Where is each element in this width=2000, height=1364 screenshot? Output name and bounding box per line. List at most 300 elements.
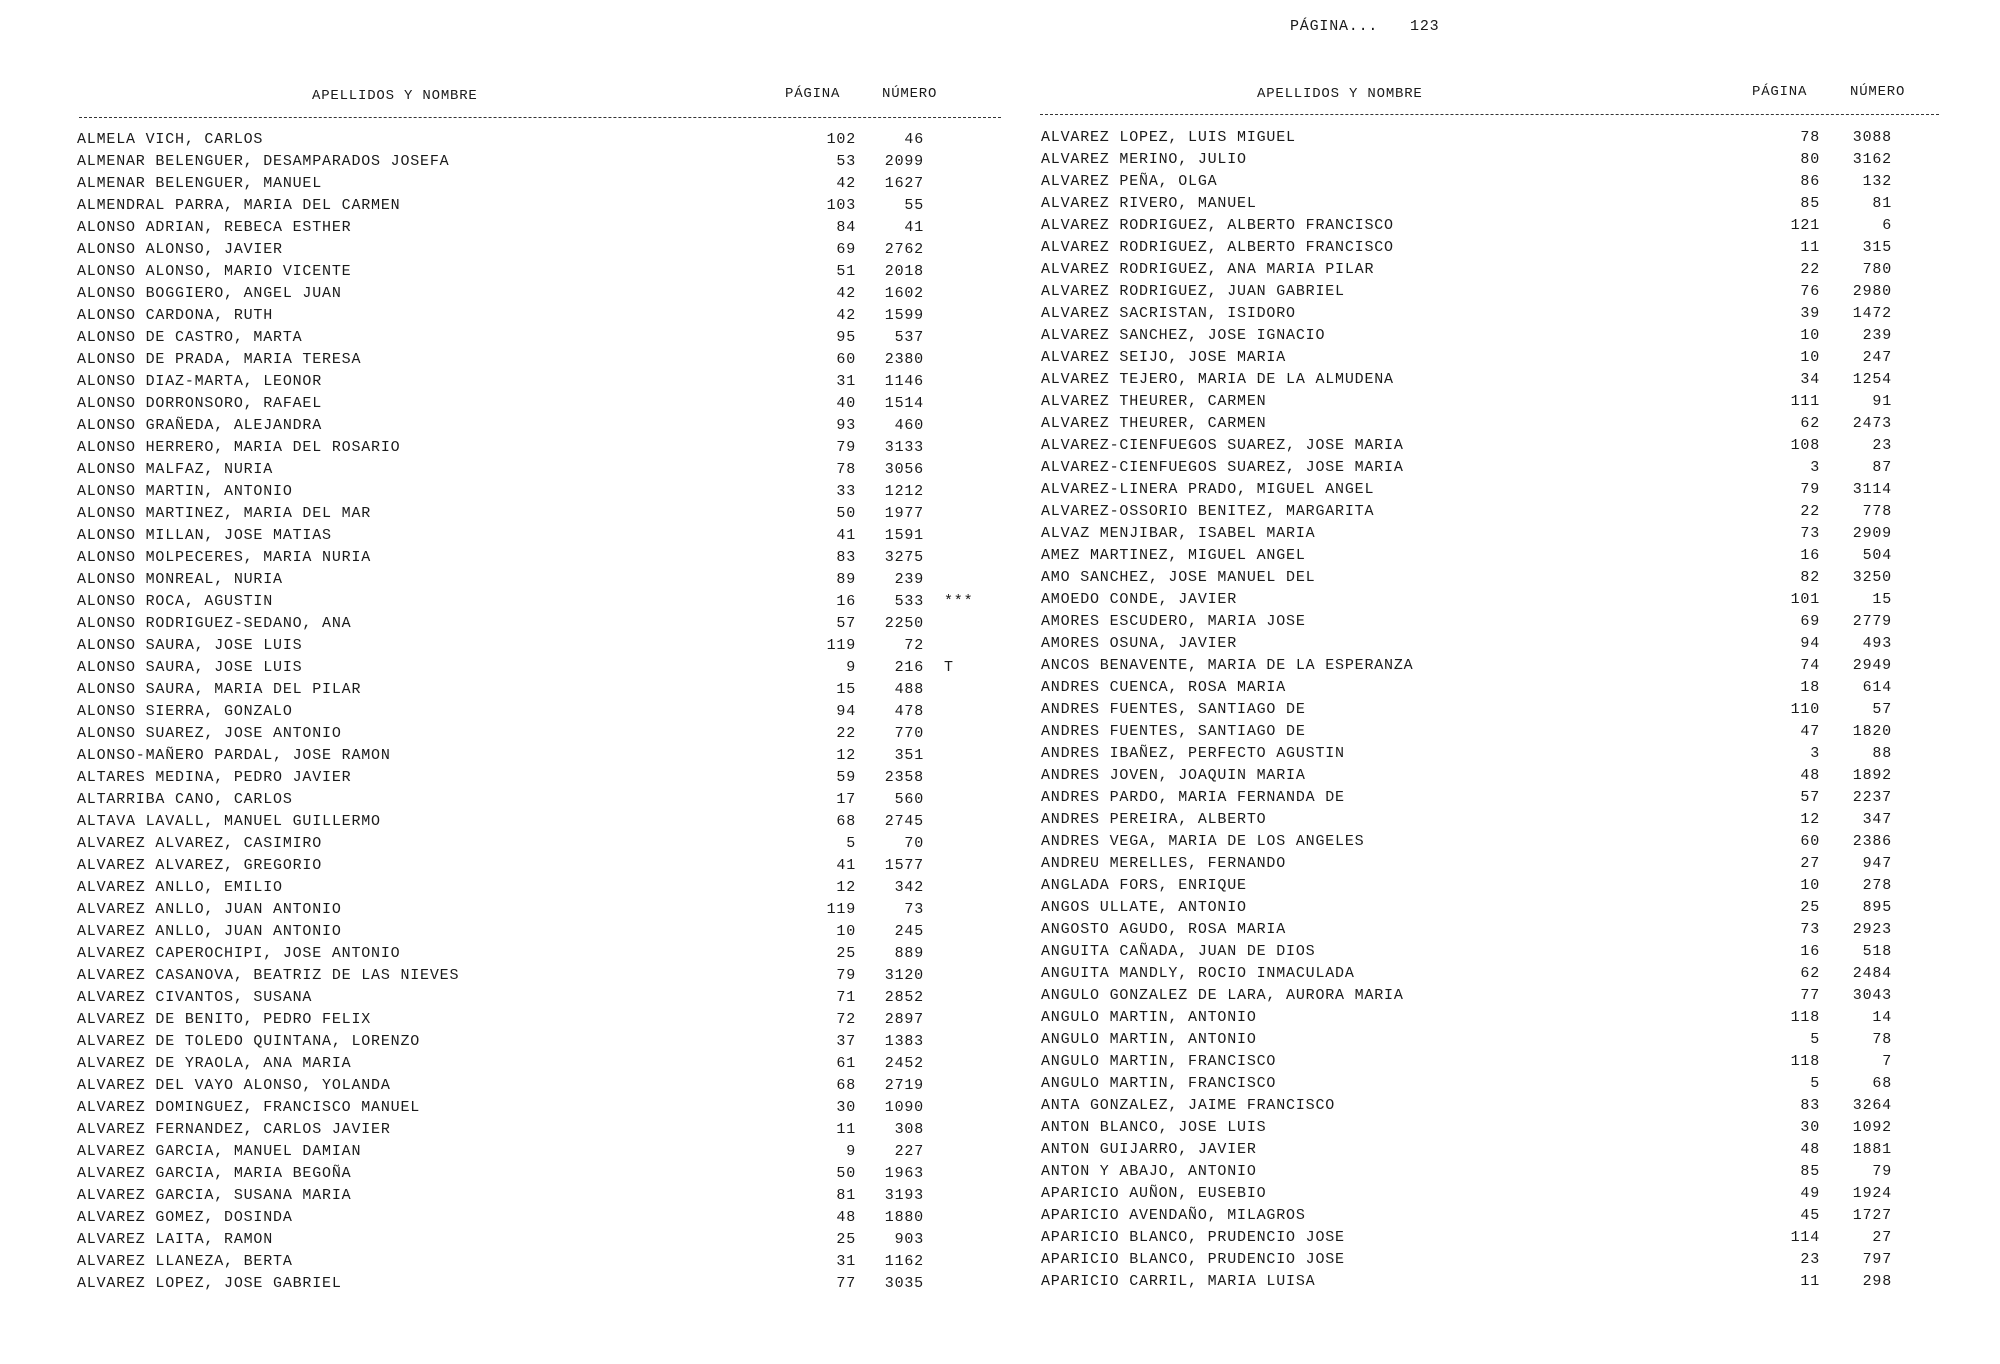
- index-entry: [0, 721, 2000, 743]
- entry-name: ALONSO MARTINEZ, MARIA DEL MAR: [77, 505, 372, 522]
- entry-page: 77: [836, 1275, 856, 1292]
- entry-name: ALONSO SAURA, JOSE LUIS: [77, 659, 303, 676]
- entry-name: ALVAREZ ANLLO, JUAN ANTONIO: [77, 923, 342, 940]
- entry-name: ALONSO MARTIN, ANTONIO: [77, 483, 293, 500]
- entry-number: 1514: [884, 395, 924, 412]
- entry-number: 2452: [884, 1055, 924, 1072]
- index-entry: [0, 787, 2000, 809]
- entry-page: 22: [1800, 261, 1820, 278]
- entry-name: ALONSO GRAÑEDA, ALEJANDRA: [77, 417, 323, 434]
- entry-number: 315: [1862, 239, 1892, 256]
- entry-number: 239: [894, 571, 924, 588]
- index-entry: [0, 259, 2000, 281]
- index-entry: [0, 347, 2000, 369]
- entry-number: 2779: [1852, 613, 1892, 630]
- entry-number: 351: [894, 747, 924, 764]
- entry-number: 947: [1862, 855, 1892, 872]
- entry-number: 1602: [884, 285, 924, 302]
- entry-page: 86: [1800, 173, 1820, 190]
- entry-name: ALVAREZ LAITA, RAMON: [77, 1231, 274, 1248]
- entry-number: 1963: [884, 1165, 924, 1182]
- entry-number: 1472: [1852, 305, 1892, 322]
- entry-page: 79: [1800, 481, 1820, 498]
- entry-page: 48: [836, 1209, 856, 1226]
- entry-number: 614: [1862, 679, 1892, 696]
- column-header-name: APELLIDOS Y NOMBRE: [1257, 86, 1423, 102]
- entry-page: 10: [836, 923, 856, 940]
- index-entry: [0, 435, 2000, 457]
- entry-name: ALVAREZ DE TOLEDO QUINTANA, LORENZO: [77, 1033, 421, 1050]
- entry-name: AMORES ESCUDERO, MARIA JOSE: [1041, 613, 1306, 630]
- entry-name: ALONSO BOGGIERO, ANGEL JUAN: [77, 285, 342, 302]
- entry-name: ANGULO MARTIN, FRANCISCO: [1041, 1053, 1277, 1070]
- entry-page: 42: [836, 285, 856, 302]
- entry-page: 11: [1800, 239, 1820, 256]
- entry-page: 31: [836, 373, 856, 390]
- entry-name: ALONSO DIAZ-MARTA, LEONOR: [77, 373, 323, 390]
- index-entry: [0, 897, 2000, 919]
- entry-page: 79: [836, 439, 856, 456]
- entry-number: 1599: [884, 307, 924, 324]
- entry-number: 1727: [1852, 1207, 1892, 1224]
- entry-page: 11: [836, 1121, 856, 1138]
- entry-number: 3133: [884, 439, 924, 456]
- entry-name: ANDRES FUENTES, SANTIAGO DE: [1041, 701, 1306, 718]
- entry-page: 16: [1800, 547, 1820, 564]
- entry-page: 59: [836, 769, 856, 786]
- index-entry: [0, 237, 2000, 259]
- entry-page: 62: [1800, 415, 1820, 432]
- index-entry: [0, 1271, 2000, 1293]
- page-header-label: PÁGINA...: [1290, 18, 1379, 35]
- entry-name: ALVAREZ CASANOVA, BEATRIZ DE LAS NIEVES: [77, 967, 460, 984]
- index-entry: [0, 699, 2000, 721]
- entry-page: 57: [836, 615, 856, 632]
- entry-name: ALVAREZ TEJERO, MARIA DE LA ALMUDENA: [1041, 371, 1394, 388]
- index-entry: [0, 127, 2000, 149]
- entry-number: 78: [1872, 1031, 1892, 1048]
- index-entry: [0, 479, 2000, 501]
- page-header: [1290, 18, 1439, 35]
- entry-flag: T: [944, 659, 954, 676]
- entry-page: 85: [1800, 1163, 1820, 1180]
- index-entry: [0, 391, 2000, 413]
- entry-number: 3275: [884, 549, 924, 566]
- entry-number: 770: [894, 725, 924, 742]
- index-entry: [0, 875, 2000, 897]
- entry-page: 73: [1800, 921, 1820, 938]
- entry-number: 1212: [884, 483, 924, 500]
- entry-page: 42: [836, 307, 856, 324]
- entry-number: 41: [904, 219, 924, 236]
- index-entry: [0, 523, 2000, 545]
- entry-name: ALVAREZ GARCIA, MANUEL DAMIAN: [77, 1143, 362, 1160]
- entry-page: 94: [836, 703, 856, 720]
- entry-name: ALONSO RODRIGUEZ-SEDANO, ANA: [77, 615, 352, 632]
- entry-number: 778: [1862, 503, 1892, 520]
- entry-page: 114: [1790, 1229, 1820, 1246]
- entry-page: 49: [1800, 1185, 1820, 1202]
- entry-name: AMEZ MARTINEZ, MIGUEL ANGEL: [1041, 547, 1306, 564]
- entry-name: ALVAREZ RODRIGUEZ, ALBERTO FRANCISCO: [1041, 239, 1394, 256]
- entry-page: 77: [1800, 987, 1820, 1004]
- index-entry: [0, 325, 2000, 347]
- entry-name: ALVAREZ-LINERA PRADO, MIGUEL ANGEL: [1041, 481, 1375, 498]
- entry-name: ALVAREZ RODRIGUEZ, ALBERTO FRANCISCO: [1041, 217, 1394, 234]
- entry-name: ALONSO DE PRADA, MARIA TERESA: [77, 351, 362, 368]
- entry-number: 488: [894, 681, 924, 698]
- entry-number: 533: [894, 593, 924, 610]
- column-header-page: PÁGINA: [1752, 84, 1808, 100]
- entry-page: 80: [1800, 151, 1820, 168]
- entry-number: 1146: [884, 373, 924, 390]
- entry-name: ALVAREZ DE YRAOLA, ANA MARIA: [77, 1055, 352, 1072]
- entry-number: 3264: [1852, 1097, 1892, 1114]
- entry-name: ALVAREZ CIVANTOS, SUSANA: [77, 989, 313, 1006]
- entry-name: ALONSO ALONSO, MARIO VICENTE: [77, 263, 352, 280]
- entry-page: 94: [1800, 635, 1820, 652]
- entry-page: 118: [1790, 1009, 1820, 1026]
- entry-page: 37: [836, 1033, 856, 1050]
- index-entry: [0, 677, 2000, 699]
- entry-page: 50: [836, 1165, 856, 1182]
- entry-number: 2745: [884, 813, 924, 830]
- entry-page: 119: [826, 637, 856, 654]
- entry-number: 79: [1872, 1163, 1892, 1180]
- entry-name: ANDRES VEGA, MARIA DE LOS ANGELES: [1041, 833, 1365, 850]
- entry-page: 103: [826, 197, 856, 214]
- entry-name: ALMENDRAL PARRA, MARIA DEL CARMEN: [77, 197, 401, 214]
- entry-number: 57: [1872, 701, 1892, 718]
- entry-name: ALVAREZ RODRIGUEZ, ANA MARIA PILAR: [1041, 261, 1375, 278]
- index-entry: [0, 413, 2000, 435]
- index-entry: [0, 941, 2000, 963]
- entry-page: 30: [836, 1099, 856, 1116]
- entry-page: 101: [1790, 591, 1820, 608]
- index-entry: [0, 567, 2000, 589]
- entry-number: 1820: [1852, 723, 1892, 740]
- entry-name: ALVAREZ THEURER, CARMEN: [1041, 415, 1267, 432]
- entry-page: 31: [836, 1253, 856, 1270]
- entry-name: ALONSO CARDONA, RUTH: [77, 307, 274, 324]
- right-divider: [1040, 114, 1939, 115]
- index-entry: [0, 1051, 2000, 1073]
- entry-number: 7: [1882, 1053, 1892, 1070]
- entry-page: 78: [1800, 129, 1820, 146]
- entry-page: 22: [1800, 503, 1820, 520]
- index-entry: [0, 765, 2000, 787]
- entry-number: 70: [904, 835, 924, 852]
- entry-number: 780: [1862, 261, 1892, 278]
- entry-number: 1627: [884, 175, 924, 192]
- entry-name: ALVAZ MENJIBAR, ISABEL MARIA: [1041, 525, 1316, 542]
- entry-name: ALVAREZ DEL VAYO ALONSO, YOLANDA: [77, 1077, 391, 1094]
- entry-name: ALONSO SUAREZ, JOSE ANTONIO: [77, 725, 342, 742]
- entry-page: 51: [836, 263, 856, 280]
- entry-name: ANTON Y ABAJO, ANTONIO: [1041, 1163, 1257, 1180]
- index-entry: [0, 1095, 2000, 1117]
- index-entry: [0, 919, 2000, 941]
- entry-name: ALTARES MEDINA, PEDRO JAVIER: [77, 769, 352, 786]
- entry-page: 48: [1800, 1141, 1820, 1158]
- entry-page: 9: [846, 659, 856, 676]
- entry-name: AMO SANCHEZ, JOSE MANUEL DEL: [1041, 569, 1316, 586]
- entry-number: 1383: [884, 1033, 924, 1050]
- entry-page: 81: [836, 1187, 856, 1204]
- entry-number: 460: [894, 417, 924, 434]
- entry-name: ALONSO SAURA, JOSE LUIS: [77, 637, 303, 654]
- entry-name: ALONSO ADRIAN, REBECA ESTHER: [77, 219, 352, 236]
- entry-number: 2473: [1852, 415, 1892, 432]
- entry-number: 239: [1862, 327, 1892, 344]
- entry-name: ALTAVA LAVALL, MANUEL GUILLERMO: [77, 813, 381, 830]
- entry-number: 3162: [1852, 151, 1892, 168]
- entry-page: 25: [836, 945, 856, 962]
- index-entry: [0, 1117, 2000, 1139]
- column-header-name: APELLIDOS Y NOMBRE: [312, 88, 478, 104]
- entry-number: 308: [894, 1121, 924, 1138]
- entry-name: ANGOS ULLATE, ANTONIO: [1041, 899, 1247, 916]
- entry-page: 41: [836, 857, 856, 874]
- entry-name: ANGULO MARTIN, ANTONIO: [1041, 1009, 1257, 1026]
- entry-name: ALVAREZ THEURER, CARMEN: [1041, 393, 1267, 410]
- entry-number: 1092: [1852, 1119, 1892, 1136]
- index-entry: [0, 831, 2000, 853]
- entry-page: 83: [836, 549, 856, 566]
- entry-name: AMOEDO CONDE, JAVIER: [1041, 591, 1238, 608]
- entry-name: ALVAREZ ANLLO, EMILIO: [77, 879, 283, 896]
- index-entry: [0, 457, 2000, 479]
- index-entry: [0, 655, 2000, 677]
- entry-name: ALVAREZ SACRISTAN, ISIDORO: [1041, 305, 1296, 322]
- index-entry: [0, 149, 2000, 171]
- entry-name: ALVAREZ LOPEZ, LUIS MIGUEL: [1041, 129, 1296, 146]
- entry-name: ALVAREZ-OSSORIO BENITEZ, MARGARITA: [1041, 503, 1375, 520]
- entry-name: ANGULO MARTIN, ANTONIO: [1041, 1031, 1257, 1048]
- entry-name: ALMELA VICH, CARLOS: [77, 131, 264, 148]
- index-entry: [0, 1007, 2000, 1029]
- entry-page: 95: [836, 329, 856, 346]
- entry-page: 12: [836, 879, 856, 896]
- entry-name: ALVAREZ MERINO, JULIO: [1041, 151, 1247, 168]
- entry-number: 6: [1882, 217, 1892, 234]
- index-entry: [0, 281, 2000, 303]
- entry-number: 2852: [884, 989, 924, 1006]
- entry-page: 61: [836, 1055, 856, 1072]
- entry-page: 16: [1800, 943, 1820, 960]
- entry-page: 53: [836, 153, 856, 170]
- entry-page: 33: [836, 483, 856, 500]
- entry-name: APARICIO AUÑON, EUSEBIO: [1041, 1185, 1267, 1202]
- entry-number: 72: [904, 637, 924, 654]
- entry-name: ALVAREZ GARCIA, MARIA BEGOÑA: [77, 1165, 352, 1182]
- entry-name: ANGLADA FORS, ENRIQUE: [1041, 877, 1247, 894]
- entry-number: 87: [1872, 459, 1892, 476]
- entry-page: 82: [1800, 569, 1820, 586]
- entry-number: 23: [1872, 437, 1892, 454]
- entry-name: ANDRES JOVEN, JOAQUIN MARIA: [1041, 767, 1306, 784]
- entry-page: 42: [836, 175, 856, 192]
- column-header-number: NÚMERO: [1850, 84, 1906, 100]
- entry-page: 60: [1800, 833, 1820, 850]
- entry-number: 903: [894, 1231, 924, 1248]
- entry-name: ALVAREZ SEIJO, JOSE MARIA: [1041, 349, 1287, 366]
- index-entry: [0, 501, 2000, 523]
- entry-number: 478: [894, 703, 924, 720]
- index-entry: [0, 985, 2000, 1007]
- entry-name: ANGUITA CAÑADA, JUAN DE DIOS: [1041, 943, 1316, 960]
- entry-number: 1090: [884, 1099, 924, 1116]
- left-divider: [79, 117, 1001, 118]
- entry-name: ALVAREZ DOMINGUEZ, FRANCISCO MANUEL: [77, 1099, 421, 1116]
- entry-page: 25: [836, 1231, 856, 1248]
- entry-name: ANDRES FUENTES, SANTIAGO DE: [1041, 723, 1306, 740]
- entry-name: ANDREU MERELLES, FERNANDO: [1041, 855, 1287, 872]
- entry-name: ALMENAR BELENGUER, DESAMPARADOS JOSEFA: [77, 153, 450, 170]
- index-entry: [0, 1205, 2000, 1227]
- entry-number: 895: [1862, 899, 1892, 916]
- entry-number: 1880: [884, 1209, 924, 1226]
- entry-number: 2484: [1852, 965, 1892, 982]
- entry-page: 18: [1800, 679, 1820, 696]
- entry-number: 2237: [1852, 789, 1892, 806]
- entry-page: 83: [1800, 1097, 1820, 1114]
- entry-page: 72: [836, 1011, 856, 1028]
- index-entry: [0, 1073, 2000, 1095]
- entry-name: APARICIO CARRIL, MARIA LUISA: [1041, 1273, 1316, 1290]
- entry-page: 111: [1790, 393, 1820, 410]
- entry-name: ALONSO DE CASTRO, MARTA: [77, 329, 303, 346]
- entry-number: 493: [1862, 635, 1892, 652]
- index-entry: [0, 369, 2000, 391]
- entry-number: 216: [894, 659, 924, 676]
- entry-number: 3043: [1852, 987, 1892, 1004]
- entry-page: 23: [1800, 1251, 1820, 1268]
- entry-number: 91: [1872, 393, 1892, 410]
- entry-number: 3088: [1852, 129, 1892, 146]
- entry-name: ALMENAR BELENGUER, MANUEL: [77, 175, 323, 192]
- entry-page: 5: [1810, 1075, 1820, 1092]
- entry-number: 3056: [884, 461, 924, 478]
- entry-number: 1881: [1852, 1141, 1892, 1158]
- entry-name: ALONSO MONREAL, NURIA: [77, 571, 283, 588]
- entry-number: 1577: [884, 857, 924, 874]
- entry-name: APARICIO BLANCO, PRUDENCIO JOSE: [1041, 1229, 1345, 1246]
- entry-name: ALVAREZ ANLLO, JUAN ANTONIO: [77, 901, 342, 918]
- entry-page: 30: [1800, 1119, 1820, 1136]
- entry-page: 68: [836, 1077, 856, 1094]
- entry-name: ANGOSTO AGUDO, ROSA MARIA: [1041, 921, 1287, 938]
- index-entry: [0, 545, 2000, 567]
- entry-number: 2980: [1852, 283, 1892, 300]
- entry-page: 27: [1800, 855, 1820, 872]
- entry-number: 347: [1862, 811, 1892, 828]
- entry-name: ALVAREZ-CIENFUEGOS SUAREZ, JOSE MARIA: [1041, 437, 1404, 454]
- entry-page: 118: [1790, 1053, 1820, 1070]
- entry-page: 84: [836, 219, 856, 236]
- entry-page: 5: [846, 835, 856, 852]
- entry-number: 537: [894, 329, 924, 346]
- entry-name: ANGUITA MANDLY, ROCIO INMACULADA: [1041, 965, 1355, 982]
- entry-number: 1254: [1852, 371, 1892, 388]
- entry-page: 76: [1800, 283, 1820, 300]
- entry-page: 12: [1800, 811, 1820, 828]
- entry-name: ANDRES PEREIRA, ALBERTO: [1041, 811, 1267, 828]
- entry-page: 85: [1800, 195, 1820, 212]
- index-entry: [0, 809, 2000, 831]
- entry-name: AMORES OSUNA, JAVIER: [1041, 635, 1238, 652]
- entry-name: ALVAREZ SANCHEZ, JOSE IGNACIO: [1041, 327, 1326, 344]
- entry-name: ANTON BLANCO, JOSE LUIS: [1041, 1119, 1267, 1136]
- entry-name: ALONSO ROCA, AGUSTIN: [77, 593, 274, 610]
- entry-name: ALVAREZ DE BENITO, PEDRO FELIX: [77, 1011, 372, 1028]
- entry-number: 1892: [1852, 767, 1892, 784]
- entry-name: ALVAREZ CAPEROCHIPI, JOSE ANTONIO: [77, 945, 401, 962]
- entry-name: ALVAREZ ALVAREZ, GREGORIO: [77, 857, 323, 874]
- entry-page: 110: [1790, 701, 1820, 718]
- entry-number: 15: [1872, 591, 1892, 608]
- entry-name: ANDRES PARDO, MARIA FERNANDA DE: [1041, 789, 1345, 806]
- entry-number: 342: [894, 879, 924, 896]
- entry-page: 71: [836, 989, 856, 1006]
- entry-name: ALONSO SIERRA, GONZALO: [77, 703, 293, 720]
- entry-number: 1162: [884, 1253, 924, 1270]
- entry-number: 560: [894, 791, 924, 808]
- entry-number: 504: [1862, 547, 1892, 564]
- column-header-number: NÚMERO: [882, 86, 938, 102]
- entry-page: 12: [836, 747, 856, 764]
- index-entry: [0, 633, 2000, 655]
- index-entry: [0, 963, 2000, 985]
- entry-name: ALVAREZ RIVERO, MANUEL: [1041, 195, 1257, 212]
- entry-page: 10: [1800, 877, 1820, 894]
- index-entry: [0, 743, 2000, 765]
- entry-page: 10: [1800, 327, 1820, 344]
- entry-page: 108: [1790, 437, 1820, 454]
- entry-name: ALONSO MOLPECERES, MARIA NURIA: [77, 549, 372, 566]
- entry-number: 3193: [884, 1187, 924, 1204]
- entry-number: 1924: [1852, 1185, 1892, 1202]
- entry-number: 2386: [1852, 833, 1892, 850]
- entry-name: ANTON GUIJARRO, JAVIER: [1041, 1141, 1257, 1158]
- entry-number: 797: [1862, 1251, 1892, 1268]
- entry-page: 41: [836, 527, 856, 544]
- entry-page: 69: [836, 241, 856, 258]
- entry-name: ANTA GONZALEZ, JAIME FRANCISCO: [1041, 1097, 1336, 1114]
- entry-name: ALVAREZ LOPEZ, JOSE GABRIEL: [77, 1275, 342, 1292]
- entry-page: 15: [836, 681, 856, 698]
- entry-name: ALVAREZ ALVAREZ, CASIMIRO: [77, 835, 323, 852]
- entry-number: 27: [1872, 1229, 1892, 1246]
- entry-number: 889: [894, 945, 924, 962]
- entry-page: 39: [1800, 305, 1820, 322]
- index-entry: [0, 1139, 2000, 1161]
- entry-page: 3: [1810, 459, 1820, 476]
- entry-number: 132: [1862, 173, 1892, 190]
- entry-name: ALVAREZ GOMEZ, DOSINDA: [77, 1209, 293, 1226]
- entry-number: 73: [904, 901, 924, 918]
- entry-name: ALVAREZ GARCIA, SUSANA MARIA: [77, 1187, 352, 1204]
- entry-number: 2018: [884, 263, 924, 280]
- entry-number: 2762: [884, 241, 924, 258]
- entry-number: 68: [1872, 1075, 1892, 1092]
- index-entry: [0, 303, 2000, 325]
- entry-flag: ***: [944, 593, 974, 610]
- entry-page: 48: [1800, 767, 1820, 784]
- entry-name: ALONSO MALFAZ, NURIA: [77, 461, 274, 478]
- index-entry: [0, 193, 2000, 215]
- entry-name: ALONSO MILLAN, JOSE MATIAS: [77, 527, 332, 544]
